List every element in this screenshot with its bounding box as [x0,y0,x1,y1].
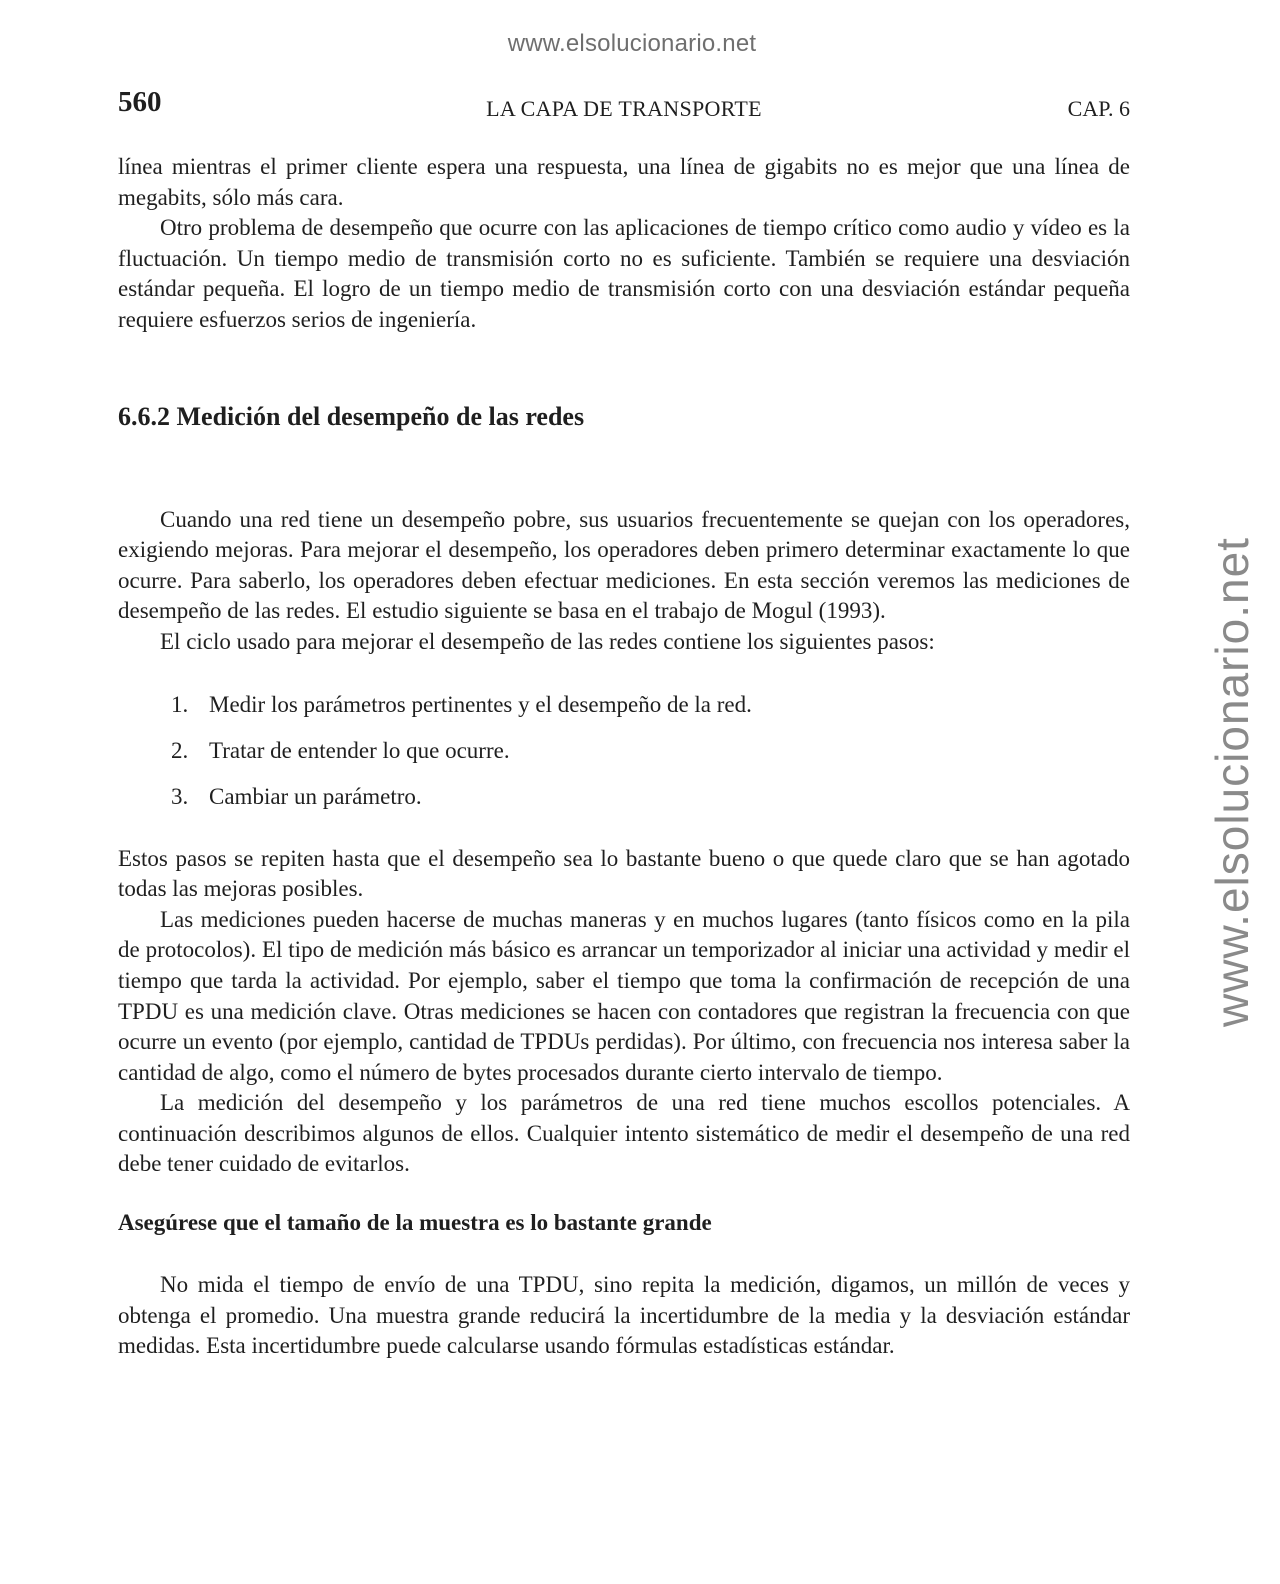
list-item-number: 3. [171,783,189,809]
watermark-top: www.elsolucionario.net [507,30,757,57]
list-item-text: Medir los parámetros pertinentes y el desempeño de la red. [209,691,752,717]
list-item [118,782,1130,812]
paragraph-cycle: El ciclo usado para mejorar el desempeño de las redes contiene los siguientes pasos: [160,628,935,654]
chapter-label: CAP. 6 [1067,96,1130,121]
subheading: Asegúrese que el tamaño de la muestra es lo bastante grande [118,1210,712,1236]
paragraph-measurements: Las mediciones pueden hacerse de muchas maneras y en muchos lugares (tanto físicos como en la pila de protocolos). El tipo de medición más básico es arrancar un temporizador al iniciar una actividad y medir el tiempo que tarda la actividad. Por ejemplo, saber el tiempo que toma la confirmación de recepción de una TPDU es una medición clave. Otras mediciones se hacen con contadores que registran la frecuencia con que ocurre un evento (por ejemplo, cantidad de TPDUs perdidas). Por último, con frecuencia nos interesa saber la cantidad de algo, como el número de bytes procesados durante cierto intervalo de tiempo. [118,906,1130,1085]
running-title: LA CAPA DE TRANSPORTE [486,96,762,121]
list-item-number: 2. [171,737,189,763]
page-header [118,86,1130,126]
page-body [118,152,1130,1362]
list-item-text: Tratar de entender lo que ocurre. [209,737,510,763]
paragraph-intro: Cuando una red tiene un desempeño pobre, sus usuarios frecuentemente se quejan con los operadores, exigiendo mejoras. Para mejorar el desempeño, los operadores deben primero determinar exactamente lo que ocurre. Para saberlo, los operadores deben efectuar mediciones. En esta sección veremos las mediciones de desempeño de las redes. El estudio siguiente se basa en el trabajo de Mogul (1993). [118,506,1130,624]
paragraph-repeat: Estos pasos se repiten hasta que el desempeño sea lo bastante bueno o que quede claro que se han agotado todas las mejoras posibles. [118,845,1130,902]
section-heading: 6.6.2 Medición del desempeño de las redes [118,401,585,431]
paragraph-pitfalls: La medición del desempeño y los parámetros de una red tiene muchos escollos potenciales. A continuación describimos algunos de ellos. Cualquier intento sistemático de medir el desempeño de una red debe tener cuidado de evitarlos. [118,1090,1130,1177]
paragraph-jitter: Otro problema de desempeño que ocurre con las aplicaciones de tiempo crítico como audio y vídeo es la fluctuación. Un tiempo medio de transmisión corto no es suficiente. También se requiere una desviación estándar pequeña. El logro de un tiempo medio de transmisión corto con una desviación estándar pequeña requiere esfuerzos serios de ingeniería. [118,215,1130,332]
list-item-text: Cambiar un parámetro. [209,783,422,809]
list-item [118,736,1130,766]
steps-list [118,690,1130,812]
list-item [118,690,1130,720]
list-item-number: 1. [171,691,189,717]
watermark-side: www.elsolucionario.net [1206,537,1258,1027]
page-number: 560 [118,86,162,118]
paragraph-continued: línea mientras el primer cliente espera una respuesta, una línea de gigabits no es mejor que una línea de megabits, sólo más cara. [118,154,1130,210]
paragraph-sample-size: No mida el tiempo de envío de una TPDU, sino repita la medición, digamos, un millón de veces y obtenga el promedio. Una muestra grande reducirá la incertidumbre de la media y la desviación estándar medidas. Esta incertidumbre puede calcularse usando fórmulas estadísticas estándar. [118,1272,1130,1359]
